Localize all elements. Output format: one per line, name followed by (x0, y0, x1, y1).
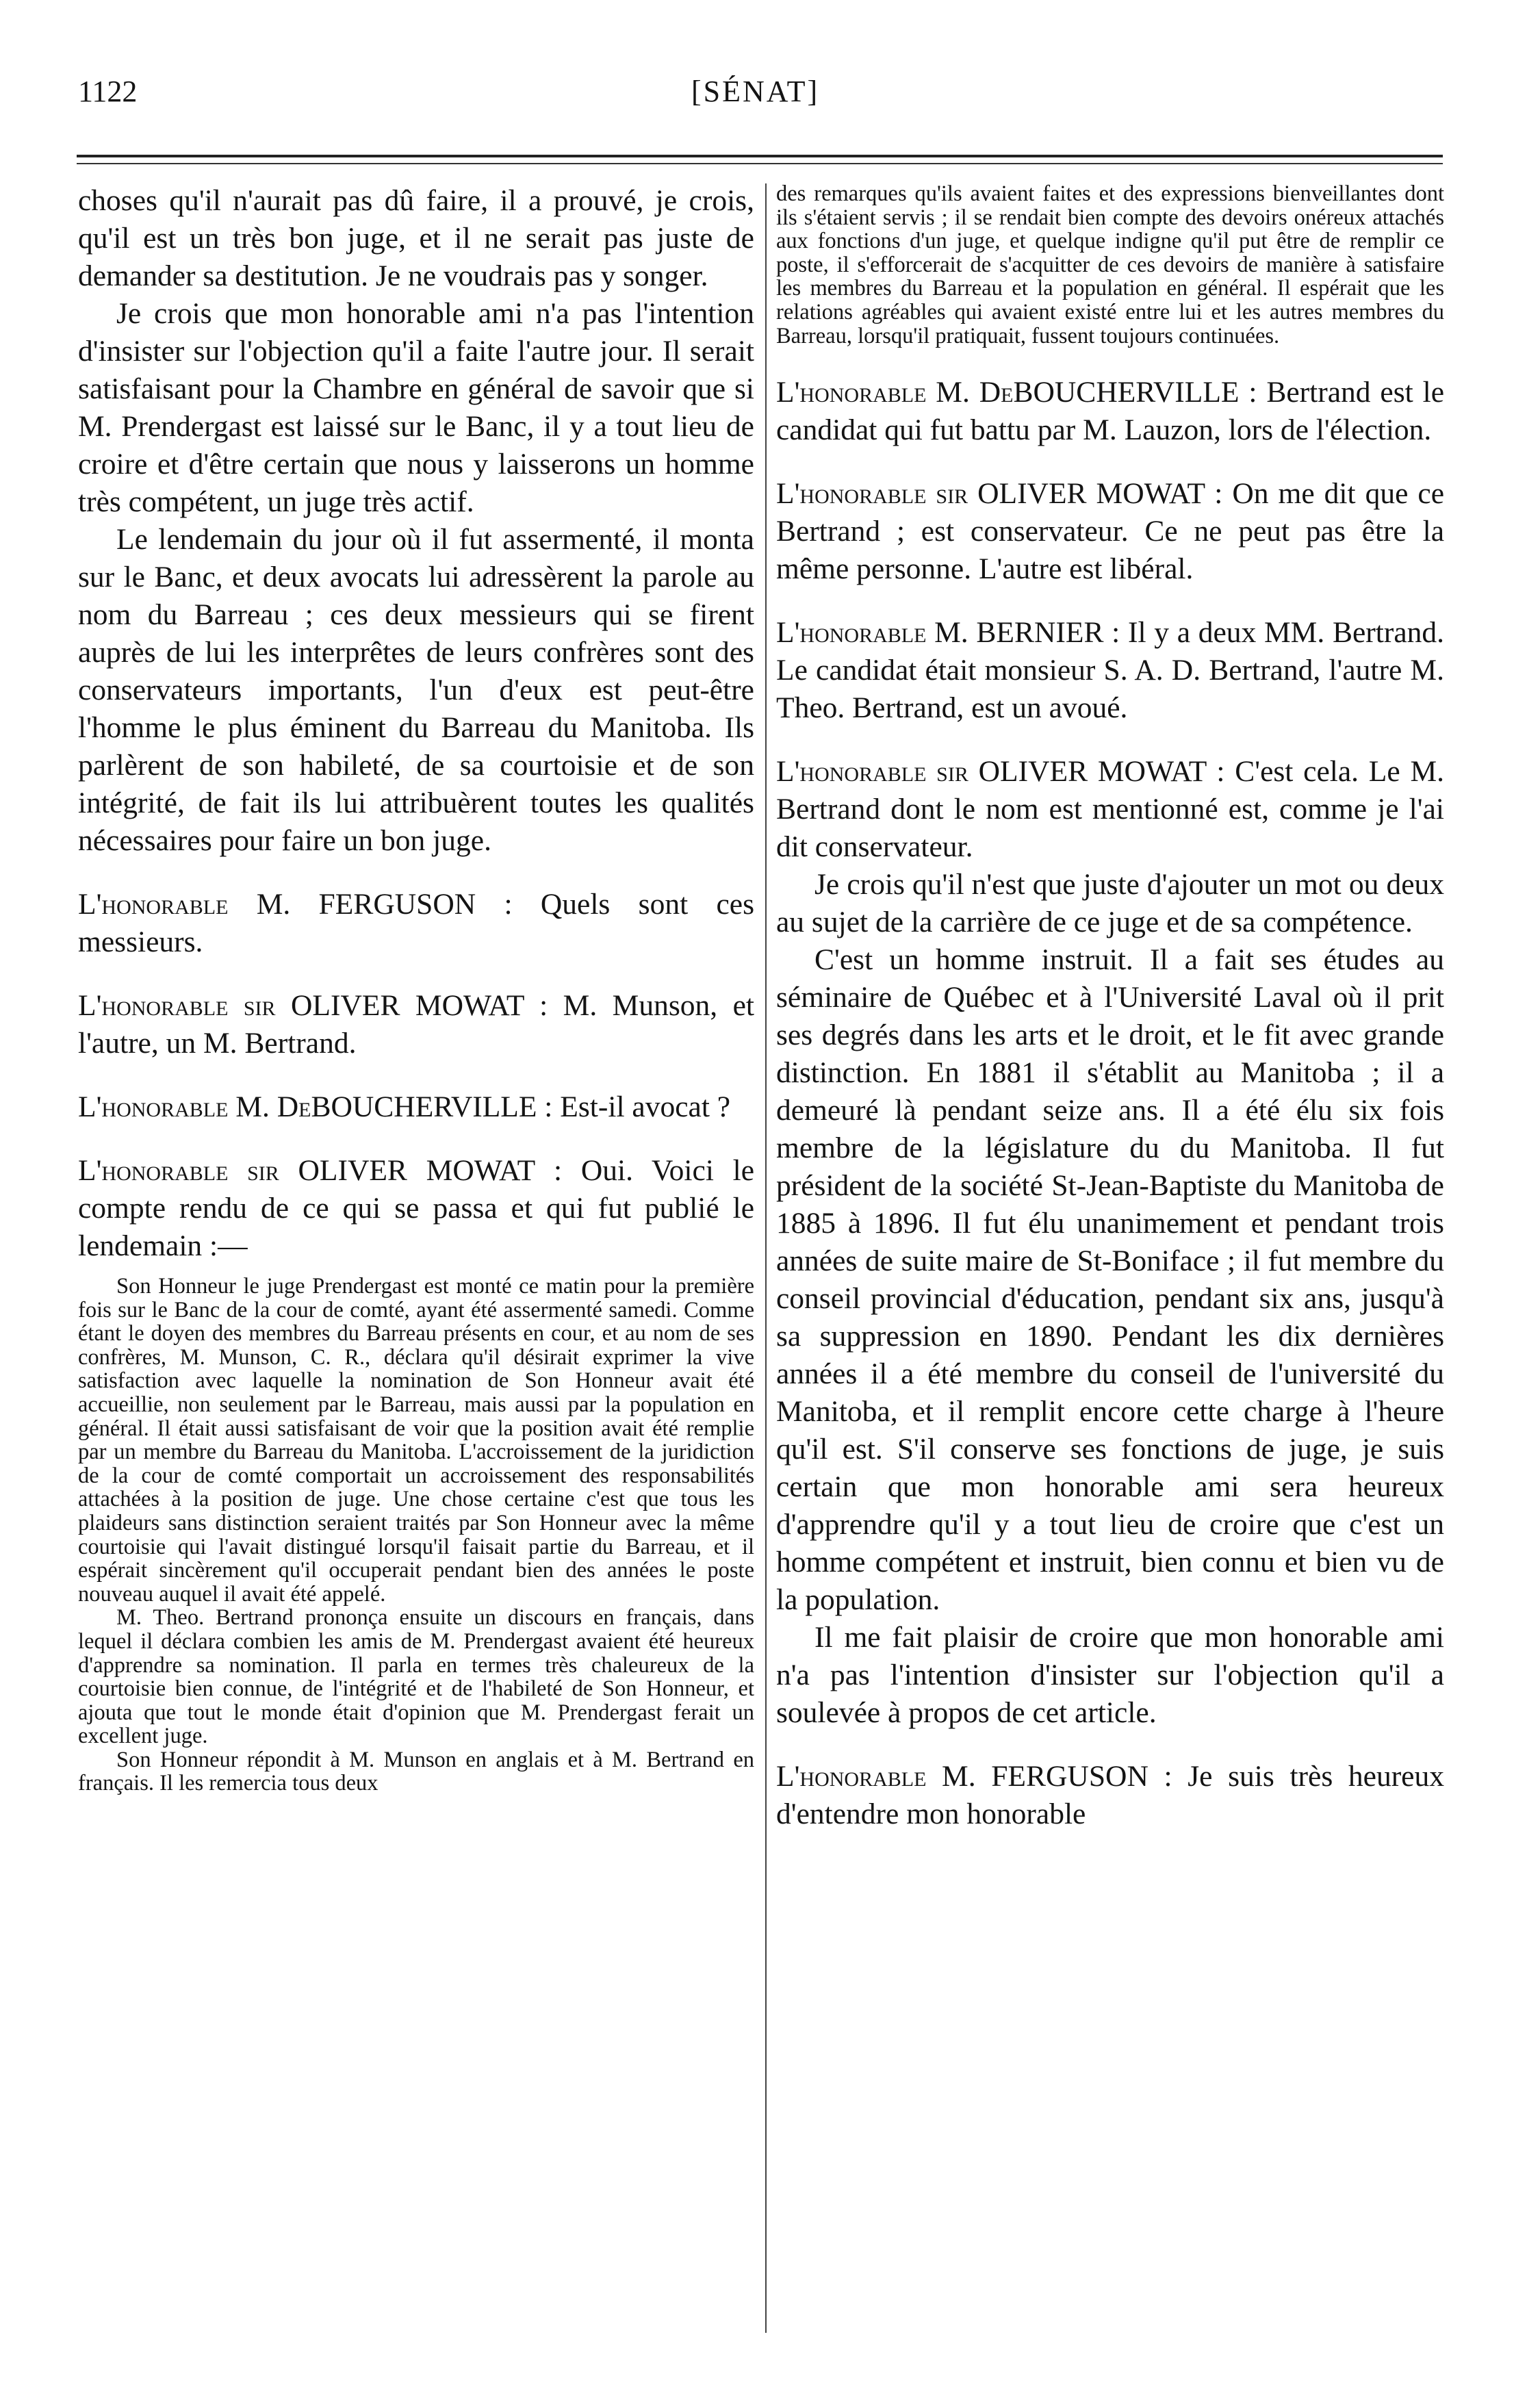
speech (78, 987, 754, 1062)
quoted-report: des remarques qu'ils avaient faites et des expressions bienveillantes dont ils s'étaient servis ; il se rendait bien compte des devoirs onéreux attachés aux fonctions d'un juge, et quelque indigne qu'il put être de remplir ce poste, il s'efforcerait de s'acquitter de ces devoirs de manière à satisfaire les membres du Barreau et la population en général. Il espérait que les relations agréables qui avaient existé entre lui et les autres membres du Barreau, lorsqu'il pratiquait, fussent toujours continuées. (776, 181, 1444, 348)
paragraph: Le lendemain du jour où il fut assermenté, il monta sur le Banc, et deux avocats lui adressèrent la parole au nom du Barreau ; ces deux messieurs qui se firent auprès de lui les interprêtes de leurs confrères sont des conservateurs importants, l'un d'eux est peut-être l'homme le plus éminent du Barreau du Manitoba. Ils parlèrent de son habileté, de sa courtoisie et de son intégrité, de fait ils lui attribuèrent toutes les qualités nécessaires pour faire un bon juge. (78, 523, 754, 857)
speech-text: On me dit que ce Bertrand ; est conservateur. Ce ne peut pas être la même personne. L'autre est libéral. (776, 477, 1445, 586)
speech-text: Est-il avocat ? (560, 1090, 731, 1123)
left-column (78, 182, 754, 1795)
speaker-name: L'honorable M. BERNIER : (776, 616, 1120, 650)
speaker-name: L'honorable sir OLIVER MOWAT : (78, 1154, 563, 1187)
speech-text: Je suis très heureux d'entendre mon honorable (776, 1760, 1444, 1831)
header-rule-thick (77, 155, 1443, 157)
speech-text: M. Munson, et l'autre, un M. Bertrand. (78, 989, 754, 1060)
column-divider (765, 183, 767, 2333)
right-column (776, 182, 1444, 1833)
speech (776, 374, 1444, 449)
page-number: 1122 (78, 75, 138, 108)
quoted-report: Son Honneur répondit à M. Munson en anglais et à M. Bertrand en français. Il les remercia tous deux (78, 1747, 754, 1796)
speech-text: Quels sont ces messieurs. (78, 888, 754, 958)
speech (78, 1152, 754, 1265)
speech (776, 753, 1444, 866)
paragraph: choses qu'il n'aurait pas dû faire, il a prouvé, je crois, qu'il est un très bon juge, et il ne serait pas juste de demander sa destitution. Je ne voudrais pas y songer. (78, 184, 754, 292)
paragraph: C'est un homme instruit. Il a fait ses études au séminaire de Québec et à l'Université Laval où il prit ses degrés dans les arts et le droit, et le fit avec grande distinction. En 1881 il s'établit au Manitoba ; il a demeuré là pendant seize ans. Il a été élu six fois membre de la législature du du Manitoba. Il fut président de la société St-Jean-Baptiste du Manitoba de 1885 à 1896. Il fut élu unanimement et pendant trois années de suite maire de St-Boniface ; il fut membre du conseil provincial d'éducation, pendant six ans, jusqu'à sa suppression en 1890. Pendant les dix dernières années il a été membre du conseil de l'université du Manitoba, et il remplit encore cette charge à l'heure qu'il est. S'il conserve ses fonctions de juge, je suis certain que mon honorable ami sera heureux d'apprendre qu'il y a tout lieu de croire que c'est un homme compétent et instruit, bien connu et bien vu de la population. (776, 943, 1444, 1617)
speaker-name: L'honorable sir OLIVER MOWAT : (776, 477, 1223, 511)
speech (78, 886, 754, 961)
speaker-name: L'honorable sir OLIVER MOWAT : (78, 989, 548, 1022)
speaker-name: L'honorable M. FERGUSON : (78, 888, 513, 921)
speaker-name: L'honorable M. DeBOUCHERVILLE : (78, 1090, 553, 1123)
paragraph: Je crois qu'il n'est que juste d'ajouter un mot ou deux au sujet de la carrière de ce juge et de sa compétence. (776, 868, 1444, 939)
speaker-name: L'honorable M. FERGUSON : (776, 1760, 1172, 1793)
quoted-report: Son Honneur le juge Prendergast est monté ce matin pour la première fois sur le Banc de la cour de comté, ayant été assermenté samedi. Comme étant le doyen des membres du Barreau présents en cour, et au nom de ses confrères, M. Munson, C. R., déclara qu'il désirait exprimer la vive satisfaction avec laquelle la nomination de Son Honneur avait été accueillie, non seulement par le Barreau, mais aussi par la population en général. Il était aussi satisfaisant de voir que la position avait été remplie par un membre du Barreau du Manitoba. L'accroissement de la juridiction de la cour de comté comportait un accroissement des responsabilités attachées à la position de juge. Une chose certaine c'est que tous les plaideurs sans distinction seraient traités par Son Honneur avec la même courtoisie qui l'avait distingué lorsqu'il faisait partie du Barreau, et il espérait sincèrement qu'il occuperait pendant bien des années le poste nouveau auquel il avait été appelé. (78, 1274, 754, 1607)
speech-text: Bertrand est le candidat qui fut battu par M. Lauzon, lors de l'élection. (776, 376, 1444, 447)
speaker-name: L'honorable sir OLIVER MOWAT : (776, 755, 1225, 789)
speech (776, 475, 1444, 588)
running-head: [SÉNAT] (691, 75, 820, 108)
quoted-report: M. Theo. Bertrand prononça ensuite un discours en français, dans lequel il déclara combien les amis de M. Prendergast avaient été heureux d'apprendre sa nomination. Il parla en termes très chaleureux de la courtoisie bien connue, de l'intégrité et de l'habileté de Son Honneur, et ajouta que tout le monde était d'opinion que M. Prendergast ferait un excellent juge. (78, 1605, 754, 1749)
speech-text: Il y a deux MM. Bertrand. Le candidat était monsieur S. A. D. Bertrand, l'autre M. Theo. Bertrand, est un avoué. (776, 616, 1445, 725)
speech (776, 614, 1444, 727)
speech-text: Oui. Voici le compte rendu de ce qui se passa et qui fut publié le lendemain :— (78, 1154, 755, 1262)
speech-text: C'est cela. Le M. Bertrand dont le nom est mentionné est, comme je l'ai dit conservateur. (776, 755, 1445, 864)
speaker-name: L'honorable M. DeBOUCHERVILLE : (776, 376, 1257, 409)
speech (78, 1088, 754, 1126)
paragraph: Je crois que mon honorable ami n'a pas l'intention d'insister sur l'objection qu'il a faite l'autre jour. Il serait satisfaisant pour la Chambre en général de savoir que si M. Prendergast est laissé sur le Banc, il y a tout lieu de croire et d'être certain que nous y laisserons un homme très compétent, un juge très actif. (78, 297, 754, 518)
paragraph: Il me fait plaisir de croire que mon honorable ami n'a pas l'intention d'insister sur l'objection qu'il a soulevée à propos de cet article. (776, 1621, 1444, 1730)
speech (776, 1758, 1444, 1833)
header-rule-thin (77, 163, 1443, 164)
